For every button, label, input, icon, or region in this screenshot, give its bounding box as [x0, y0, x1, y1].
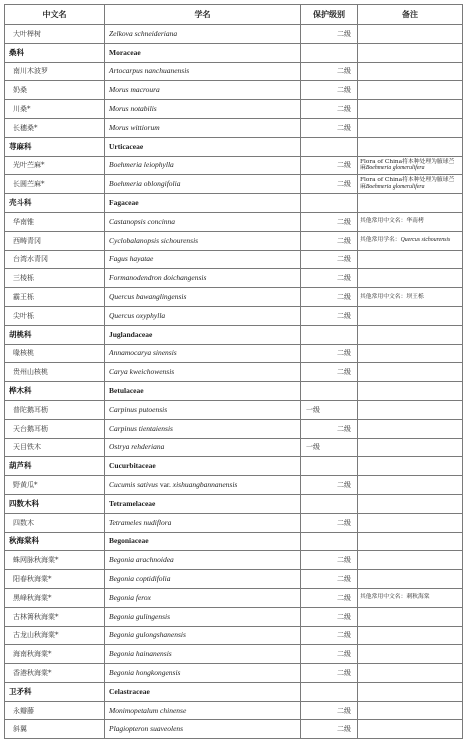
- protection-level-cell: [301, 551, 358, 570]
- species-row: [5, 607, 463, 626]
- remark-text: 其他常用学名：: [360, 237, 401, 244]
- protection-level-text: 二级: [337, 349, 351, 358]
- family-chinese-name: 秋海棠科: [5, 532, 105, 551]
- family-scientific-name: Moraceae: [105, 43, 301, 62]
- remarks-cell: [358, 664, 463, 683]
- family-row: [5, 43, 463, 62]
- protection-level-text: 二级: [337, 668, 351, 677]
- scientific-name-cell: [105, 306, 301, 325]
- protection-level-text: 二级: [337, 86, 351, 95]
- scientific-name-cell: [105, 626, 301, 645]
- remark-scientific-name: Boehmeria glomerulifera: [365, 165, 425, 172]
- scientific-name-text: Begonia ferox: [109, 592, 152, 602]
- remark-text: Flora of China将本种处理为腋球苎麻: [360, 158, 455, 172]
- chinese-name-cell: 西畴青冈: [5, 231, 105, 250]
- protection-level-text: 二级: [337, 180, 351, 189]
- chinese-name-cell: 长圆苎麻*: [5, 175, 105, 194]
- species-row: [5, 212, 463, 231]
- scientific-name-cell: [105, 344, 301, 363]
- protection-level-cell: [301, 419, 358, 438]
- scientific-name-cell: [105, 438, 301, 457]
- scientific-name-cell: [105, 476, 301, 495]
- family-row: [5, 382, 463, 401]
- chinese-name-cell: 斜翼: [5, 720, 105, 739]
- remarks-cell: [358, 720, 463, 739]
- remarks-cell: [358, 100, 463, 119]
- protection-level-text: 一级: [306, 443, 320, 452]
- remarks-cell: [358, 400, 463, 419]
- remarks-cell: [358, 513, 463, 532]
- species-row: [5, 419, 463, 438]
- chinese-name-cell: 尖叶栎: [5, 306, 105, 325]
- species-row: [5, 231, 463, 250]
- protection-level-text: 二级: [337, 650, 351, 659]
- protection-level-cell: [301, 476, 358, 495]
- species-row: [5, 25, 463, 44]
- scientific-name-cell: [105, 400, 301, 419]
- protection-level-cell: [301, 400, 358, 419]
- species-row: [5, 438, 463, 457]
- scientific-name-text: Morus notabilis: [109, 104, 157, 114]
- scientific-name-cell: [105, 664, 301, 683]
- scientific-name-cell: [105, 720, 301, 739]
- family-scientific-name: Tetramelaceae: [105, 494, 301, 513]
- protection-level-cell: [301, 513, 358, 532]
- scientific-name-text: Tetrameles nudiflora: [109, 517, 172, 527]
- chinese-name-cell: 天目铁木: [5, 438, 105, 457]
- remarks-cell: [358, 344, 463, 363]
- protection-level-text: 二级: [337, 481, 351, 490]
- species-table: [4, 4, 463, 739]
- scientific-name-cell: [105, 100, 301, 119]
- scientific-name-cell: [105, 288, 301, 307]
- scientific-name-text: Quercus oxyphylla: [109, 310, 166, 320]
- protection-level-cell: [301, 607, 358, 626]
- protection-level-cell: [301, 118, 358, 137]
- header-scientific-name: 学名: [105, 5, 301, 25]
- remarks-cell: [358, 325, 463, 344]
- remarks-cell: [358, 382, 463, 401]
- family-scientific-name: Urticaceae: [105, 137, 301, 156]
- header-protection-level: 保护级别: [301, 5, 358, 25]
- protection-level-cell: [301, 588, 358, 607]
- species-row: [5, 701, 463, 720]
- remarks-cell: [358, 81, 463, 100]
- protection-level-text: 二级: [337, 123, 351, 132]
- family-scientific-name: Celastraceae: [105, 682, 301, 701]
- protection-level-cell: [301, 100, 358, 119]
- species-row: [5, 62, 463, 81]
- family-row: [5, 494, 463, 513]
- chinese-name-cell: 野黄瓜*: [5, 476, 105, 495]
- chinese-name-cell: 川桑*: [5, 100, 105, 119]
- remarks-cell: [358, 118, 463, 137]
- scientific-name-text: Begonia hainanensis: [109, 649, 172, 659]
- scientific-name-text: Morus macroura: [109, 85, 160, 95]
- scientific-name-text: Formanodendron doichangensis: [109, 273, 207, 283]
- species-row: [5, 269, 463, 288]
- scientific-name-text: Carpinus tientaiensis: [109, 423, 173, 433]
- protection-level-text: 二级: [337, 255, 351, 264]
- scientific-name-text: Begonia coptidifolia: [109, 574, 171, 583]
- protection-level-cell: [301, 682, 358, 701]
- header-chinese-name: 中文名: [5, 5, 105, 25]
- remarks-cell: [358, 288, 463, 307]
- remarks-cell: [358, 62, 463, 81]
- remarks-cell: [358, 306, 463, 325]
- remarks-cell: [358, 532, 463, 551]
- remarks-cell: [358, 156, 463, 175]
- protection-level-cell: [301, 325, 358, 344]
- remarks-cell: [358, 363, 463, 382]
- protection-level-cell: [301, 137, 358, 156]
- protection-level-cell: [301, 194, 358, 213]
- family-chinese-name: 壳斗科: [5, 194, 105, 213]
- family-row: [5, 532, 463, 551]
- protection-level-cell: [301, 212, 358, 231]
- species-row: [5, 175, 463, 194]
- protection-level-text: 二级: [337, 67, 351, 76]
- chinese-name-cell: 三棱栎: [5, 269, 105, 288]
- scientific-name-cell: [105, 25, 301, 44]
- scientific-name-text: Zelkova schneideriana: [109, 28, 178, 38]
- scientific-name-text: Begonia gulingensis: [109, 611, 171, 621]
- scientific-name-cell: [105, 513, 301, 532]
- remarks-cell: [358, 494, 463, 513]
- protection-level-text: 二级: [337, 311, 351, 320]
- protection-level-cell: [301, 363, 358, 382]
- protection-level-cell: [301, 306, 358, 325]
- scientific-name-cell: [105, 570, 301, 589]
- chinese-name-cell: 古龙山秋海棠*: [5, 626, 105, 645]
- protection-level-cell: [301, 288, 358, 307]
- protection-level-cell: [301, 43, 358, 62]
- infraspecific-name: xishuangbannanensis: [172, 480, 238, 490]
- chinese-name-cell: 永瓣藤: [5, 701, 105, 720]
- remarks-cell: [358, 588, 463, 607]
- remarks-cell: [358, 645, 463, 664]
- scientific-name-cell: [105, 363, 301, 382]
- remark-scientific-name: Quercus sichourensis: [400, 237, 451, 244]
- protection-level-text: 二级: [337, 236, 351, 245]
- chinese-name-cell: 霸王栎: [5, 288, 105, 307]
- protection-level-text: 二级: [337, 161, 351, 170]
- scientific-name-text: Cucumis sativus: [109, 480, 158, 490]
- protection-level-cell: [301, 81, 358, 100]
- scientific-name-text: Artocarpus nanchuanensis: [109, 66, 190, 76]
- scientific-name-cell: [105, 62, 301, 81]
- header-row: [5, 5, 463, 25]
- protection-level-cell: [301, 344, 358, 363]
- scientific-name-text: Begonia arachnoidea: [109, 555, 174, 565]
- species-row: [5, 81, 463, 100]
- scientific-name-cell: [105, 156, 301, 175]
- remark-text: Flora of China将本种处理为腋球苎麻: [360, 177, 455, 191]
- chinese-name-cell: 蛛网脉秋海棠*: [5, 551, 105, 570]
- chinese-name-cell: 普陀鹅耳枥: [5, 400, 105, 419]
- protection-level-cell: [301, 645, 358, 664]
- scientific-name-cell: [105, 231, 301, 250]
- species-row: [5, 288, 463, 307]
- family-chinese-name: 卫矛科: [5, 682, 105, 701]
- scientific-name-cell: [105, 118, 301, 137]
- protection-level-cell: [301, 494, 358, 513]
- protection-level-cell: [301, 457, 358, 476]
- species-row: [5, 363, 463, 382]
- scientific-name-text: Quercus bawanglingensis: [109, 292, 187, 302]
- protection-level-text: 二级: [337, 368, 351, 377]
- chinese-name-cell: 香港秋海棠*: [5, 664, 105, 683]
- family-scientific-name: Begoniaceae: [105, 532, 301, 551]
- species-row: [5, 664, 463, 683]
- chinese-name-cell: 海南秋海棠*: [5, 645, 105, 664]
- species-row: [5, 100, 463, 119]
- chinese-name-cell: 贵州山核桃: [5, 363, 105, 382]
- protection-level-cell: [301, 62, 358, 81]
- chinese-name-cell: 古林箐秋海棠*: [5, 607, 105, 626]
- chinese-name-cell: 奶桑: [5, 81, 105, 100]
- chinese-name-cell: 喙核桃: [5, 344, 105, 363]
- chinese-name-cell: 光叶苎麻*: [5, 156, 105, 175]
- remarks-cell: [358, 269, 463, 288]
- scientific-name-cell: [105, 419, 301, 438]
- species-row: [5, 626, 463, 645]
- scientific-name-text: Carya kweichowensis: [109, 367, 175, 377]
- protection-level-cell: [301, 175, 358, 194]
- protection-level-cell: [301, 156, 358, 175]
- protection-level-cell: [301, 570, 358, 589]
- family-chinese-name: 四数木科: [5, 494, 105, 513]
- remarks-cell: [358, 231, 463, 250]
- scientific-name-text: Monimopetalum chinense: [109, 705, 187, 715]
- remarks-cell: [358, 551, 463, 570]
- rank-abbreviation: var.: [157, 480, 173, 490]
- species-row: [5, 250, 463, 269]
- protection-level-cell: [301, 532, 358, 551]
- scientific-name-text: Carpinus putoensis: [109, 404, 168, 414]
- family-chinese-name: 荨麻科: [5, 137, 105, 156]
- family-chinese-name: 桦木科: [5, 382, 105, 401]
- family-scientific-name: Betulaceae: [105, 382, 301, 401]
- protection-level-text: 二级: [337, 631, 351, 640]
- protection-level-cell: [301, 269, 358, 288]
- family-chinese-name: 胡桃科: [5, 325, 105, 344]
- protection-level-text: 一级: [306, 405, 320, 414]
- protection-level-text: 二级: [337, 217, 351, 226]
- chinese-name-cell: 大叶榉树: [5, 25, 105, 44]
- remarks-cell: [358, 457, 463, 476]
- protection-level-text: 二级: [337, 424, 351, 433]
- species-row: [5, 551, 463, 570]
- protection-level-text: 二级: [337, 293, 351, 302]
- family-scientific-name: Fagaceae: [105, 194, 301, 213]
- protection-level-text: 二级: [337, 556, 351, 565]
- protection-level-cell: [301, 250, 358, 269]
- chinese-name-cell: 黑峰秋海棠*: [5, 588, 105, 607]
- species-row: [5, 306, 463, 325]
- family-chinese-name: 葫芦科: [5, 457, 105, 476]
- remarks-cell: [358, 476, 463, 495]
- scientific-name-cell: [105, 551, 301, 570]
- family-row: [5, 137, 463, 156]
- protection-level-text: 二级: [337, 29, 351, 38]
- chinese-name-cell: 四数木: [5, 513, 105, 532]
- protection-level-text: 二级: [337, 612, 351, 621]
- remarks-cell: [358, 175, 463, 194]
- remarks-cell: [358, 607, 463, 626]
- protection-level-text: 二级: [337, 725, 351, 734]
- scientific-name-cell: [105, 607, 301, 626]
- chinese-name-cell: 阳春秋海棠*: [5, 570, 105, 589]
- protection-level-cell: [301, 720, 358, 739]
- remarks-cell: [358, 250, 463, 269]
- protection-level-cell: [301, 382, 358, 401]
- scientific-name-text: Begonia gulongshanensis: [109, 630, 186, 640]
- protection-level-cell: [301, 701, 358, 720]
- family-chinese-name: 桑科: [5, 43, 105, 62]
- scientific-name-cell: [105, 701, 301, 720]
- scientific-name-text: Fagus hayatae: [109, 254, 154, 264]
- protection-level-cell: [301, 626, 358, 645]
- protection-level-text: 二级: [337, 706, 351, 715]
- remarks-cell: [358, 25, 463, 44]
- protection-level-cell: [301, 231, 358, 250]
- scientific-name-text: Boehmeria leiophylla: [109, 160, 174, 170]
- remarks-cell: [358, 438, 463, 457]
- scientific-name-cell: [105, 645, 301, 664]
- scientific-name-text: Begonia hongkongensis: [109, 667, 181, 677]
- family-scientific-name: Juglandaceae: [105, 325, 301, 344]
- family-row: [5, 457, 463, 476]
- chinese-name-cell: 台湾水青冈: [5, 250, 105, 269]
- remarks-cell: [358, 626, 463, 645]
- scientific-name-cell: [105, 250, 301, 269]
- scientific-name-cell: [105, 81, 301, 100]
- remark-scientific-name: Boehmeria glomerulifera: [365, 184, 425, 191]
- remarks-cell: [358, 419, 463, 438]
- scientific-name-text: Ostrya rehderiana: [109, 442, 165, 452]
- scientific-name-cell: [105, 175, 301, 194]
- remarks-cell: [358, 194, 463, 213]
- remarks-cell: [358, 570, 463, 589]
- scientific-name-cell: [105, 269, 301, 288]
- family-row: [5, 194, 463, 213]
- chinese-name-cell: 南川木波罗: [5, 62, 105, 81]
- species-row: [5, 156, 463, 175]
- scientific-name-text: Annamocarya sinensis: [109, 348, 177, 358]
- species-row: [5, 118, 463, 137]
- scientific-name-text: Cyclobalanopsis sichourensis: [109, 235, 199, 245]
- species-row: [5, 476, 463, 495]
- chinese-name-cell: 天台鹅耳枥: [5, 419, 105, 438]
- chinese-name-cell: 长穗桑*: [5, 118, 105, 137]
- scientific-name-text: Plagiopteron suaveolens: [109, 724, 184, 734]
- protection-level-text: 二级: [337, 274, 351, 283]
- scientific-name-text: Boehmeria oblongifolia: [109, 179, 181, 189]
- protection-level-cell: [301, 25, 358, 44]
- protection-level-text: 二级: [337, 518, 351, 527]
- family-row: [5, 325, 463, 344]
- header-remarks: 备注: [358, 5, 463, 25]
- scientific-name-text: Morus wittiorum: [109, 122, 160, 132]
- family-scientific-name: Cucurbitaceae: [105, 457, 301, 476]
- chinese-name-cell: 华南锥: [5, 212, 105, 231]
- remark-text: 其他常用中文名：刺秋海棠: [360, 594, 430, 601]
- species-row: [5, 513, 463, 532]
- species-row: [5, 570, 463, 589]
- remarks-cell: [358, 137, 463, 156]
- species-row: [5, 720, 463, 739]
- remarks-cell: [358, 701, 463, 720]
- species-row: [5, 344, 463, 363]
- protection-level-cell: [301, 664, 358, 683]
- remarks-cell: [358, 682, 463, 701]
- protection-level-text: 二级: [337, 575, 351, 583]
- remarks-cell: [358, 212, 463, 231]
- species-row: [5, 588, 463, 607]
- protection-level-text: 二级: [337, 593, 351, 602]
- scientific-name-text: Castanopsis concinna: [109, 216, 176, 226]
- remark-text: 其他常用中文名：坝王栎: [360, 293, 424, 300]
- protection-level-cell: [301, 438, 358, 457]
- scientific-name-cell: [105, 588, 301, 607]
- species-row: [5, 645, 463, 664]
- remark-text: 其他常用中文名：华南栲: [360, 218, 424, 225]
- scientific-name-cell: [105, 212, 301, 231]
- protection-level-text: 二级: [337, 105, 351, 114]
- species-row: [5, 400, 463, 419]
- family-row: [5, 682, 463, 701]
- remarks-cell: [358, 43, 463, 62]
